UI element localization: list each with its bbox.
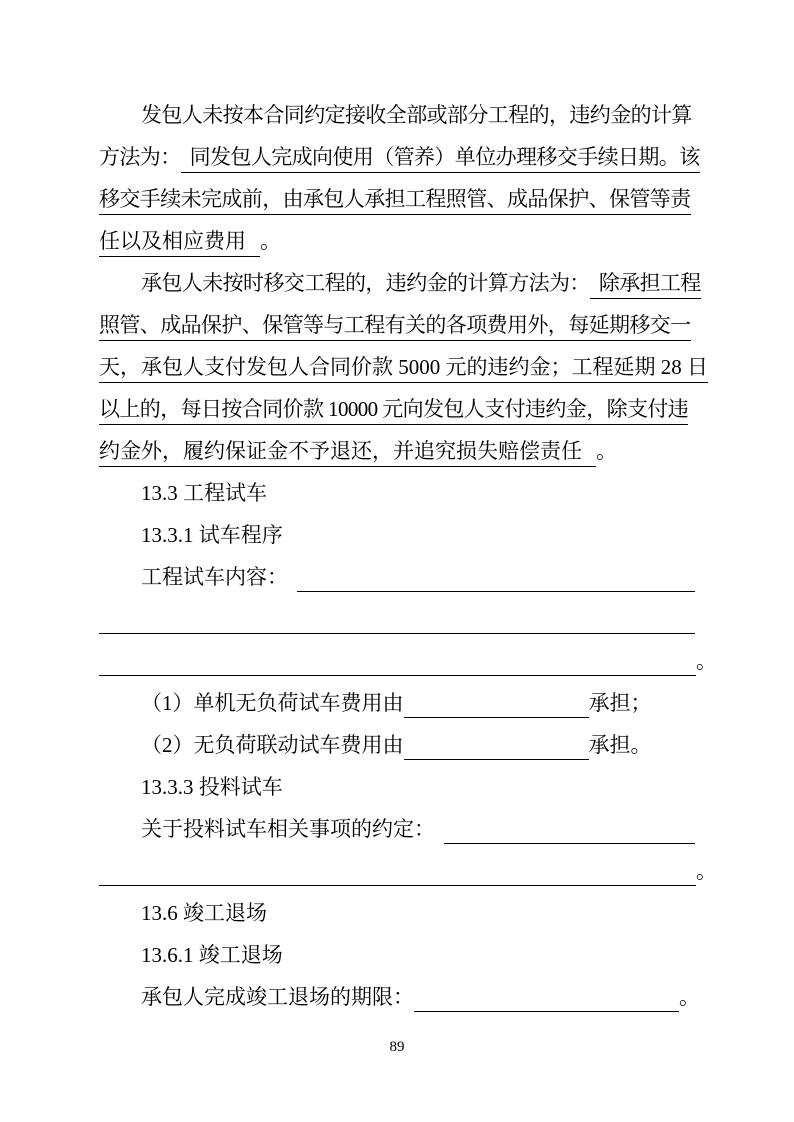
field-suffix: 承担； [588, 691, 652, 715]
blank-field-exit-deadline[interactable] [414, 1011, 679, 1012]
filled-clause-underlined: 任以及相应费用 [99, 229, 260, 257]
blank-rule-row-with-period [99, 850, 717, 892]
filled-clause-underlined: 除承担工程 [590, 271, 701, 299]
filled-clause-underlined: 移交手续未完成前，由承包人承担工程照管、成品保护、保管等责 [99, 187, 691, 215]
heading-13-6 [99, 892, 695, 934]
blank-rule-row-with-period [99, 640, 717, 682]
filled-clause-underlined: 以上的，每日按合同价款 10000 元向发包人支付违约金，除支付违 [99, 397, 688, 425]
test-content-row [99, 556, 695, 598]
exit-deadline-row [99, 976, 700, 1018]
para2-line1 [99, 262, 701, 304]
field-suffix: 承担。 [588, 733, 652, 757]
para1-line2 [99, 136, 700, 178]
filled-clause-underlined: 照管、成品保护、保管等与工程有关的各项费用外，每延期移交一 [99, 313, 691, 341]
field-label: （1）单机无负荷试车费用由 [141, 691, 404, 715]
blank-field-item1[interactable] [404, 717, 589, 718]
page-number: 89 [389, 1039, 405, 1055]
blank-line[interactable] [99, 675, 696, 676]
field-label: （2）无负荷联动试车费用由 [141, 733, 404, 757]
section-heading-text: 13.6 竣工退场 [141, 901, 267, 925]
filled-clause-underlined: 同发包人完成向使用（管养）单位办理移交手续日期。该 [181, 145, 700, 173]
item2-row [99, 724, 695, 766]
document-body [99, 94, 717, 1066]
section-heading-text: 13.3 工程试车 [141, 481, 267, 505]
para2-line2 [99, 304, 695, 346]
para2-line3 [99, 346, 708, 388]
clause-text: 发包人未按本合同约定接收全部或部分工程的，违约金的计算 [141, 103, 692, 127]
section-heading-text: 13.3.1 试车程序 [141, 523, 283, 547]
heading-13-6-1 [99, 934, 695, 976]
blank-line[interactable] [99, 885, 696, 886]
para2-line4 [99, 388, 695, 430]
clause-period: 。 [696, 649, 717, 673]
item1-row [99, 682, 695, 724]
blank-field-feed-test[interactable] [444, 843, 695, 844]
clause-period: 。 [679, 985, 700, 1009]
heading-13-3-1 [99, 514, 695, 556]
field-label: 工程试车内容： [141, 565, 288, 589]
blank-field-test-content[interactable] [297, 591, 695, 592]
heading-13-3 [99, 472, 695, 514]
heading-13-3-3 [99, 766, 695, 808]
blank-rule-row [99, 598, 695, 640]
para1-line4 [99, 220, 695, 262]
blank-field-item2[interactable] [404, 759, 589, 760]
section-heading-text: 13.6.1 竣工退场 [141, 943, 283, 967]
field-label: 关于投料试车相关事项的约定： [141, 817, 435, 841]
section-heading-text: 13.3.3 投料试车 [141, 775, 283, 799]
clause-period: 。 [596, 439, 617, 463]
clause-text: 承包人未按时移交工程的，违约金的计算方法为： [141, 271, 590, 295]
filled-clause-underlined: 约金外，履约保证金不予退还，并追究损失赔偿责任 [99, 439, 596, 467]
feed-test-row [99, 808, 695, 850]
clause-period: 。 [696, 859, 717, 883]
para1-line3 [99, 178, 695, 220]
clause-period: 。 [260, 229, 281, 253]
para2-line5 [99, 430, 695, 472]
blank-line[interactable] [99, 633, 695, 634]
filled-clause-underlined: 天，承包人支付发包人合同价款 5000 元的违约金；工程延期 28 日 [99, 355, 708, 383]
field-label: 承包人完成竣工退场的期限： [141, 985, 414, 1009]
para1-line1 [99, 94, 695, 136]
clause-text: 方法为： [99, 145, 181, 169]
